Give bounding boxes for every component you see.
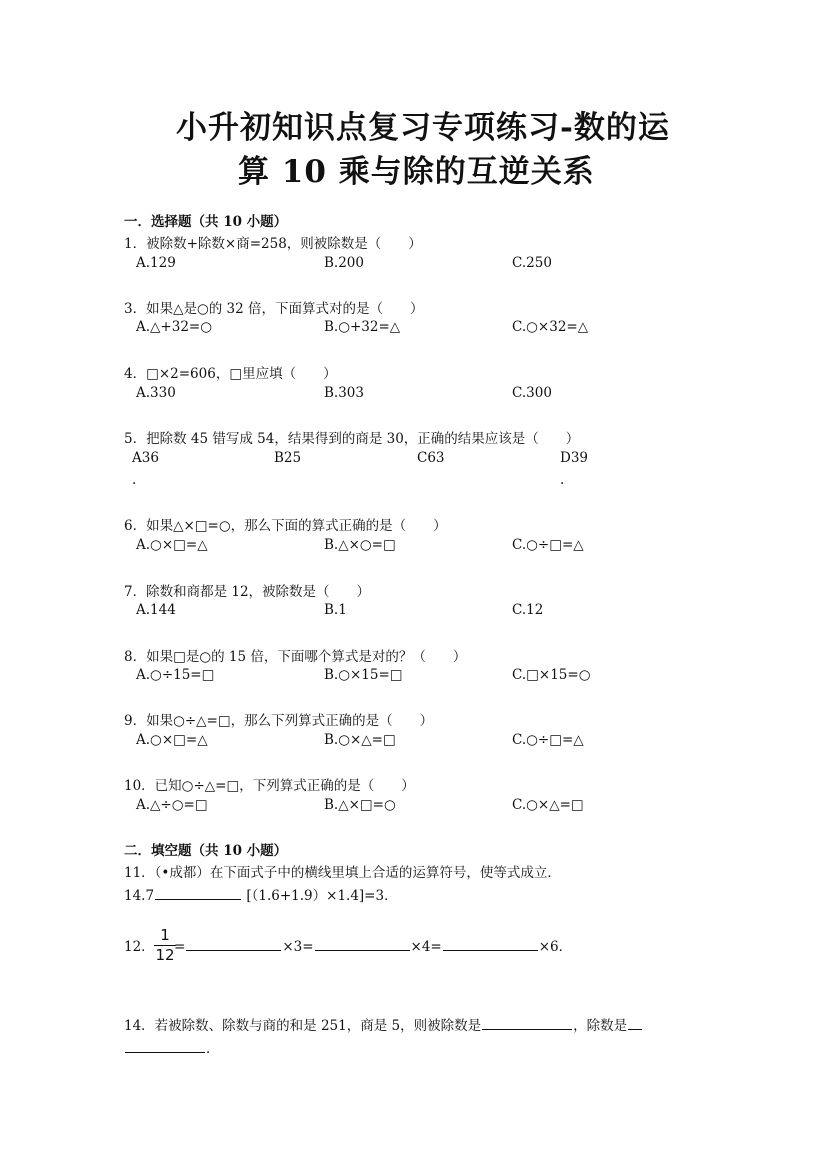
question-14 <box>124 1014 643 1034</box>
question-14-mid: ，除数是 <box>573 1018 628 1034</box>
question-12-label: 12． <box>124 939 155 955</box>
question-10-option-a: A.△÷○=□ <box>136 797 208 813</box>
question-14-blank-1[interactable] <box>482 1016 572 1030</box>
fraction-denominator: 12 <box>155 946 175 964</box>
question-11-operand: 14.7 <box>124 888 155 904</box>
question-4: 4．□×2=606，□里应填（ ） <box>124 366 337 382</box>
question-11: 11．（•成都）在下面式子中的横线里填上合适的运算符号，使等式成立． <box>124 865 561 881</box>
question-5-option-a: A36 <box>132 450 159 466</box>
question-3-option-a: A.△+32=○ <box>136 319 213 335</box>
question-10-option-c: C.○×△=□ <box>512 797 584 813</box>
question-4-option-c: C.300 <box>512 385 552 401</box>
question-14-end: ． <box>206 1041 220 1057</box>
question-6-option-b: B.△×○=□ <box>324 537 396 553</box>
question-3-option-b: B.○+32=△ <box>324 319 401 335</box>
question-8: 8．如果□是○的 15 倍，下面哪个算式是对的？（ ） <box>124 649 467 665</box>
page-title-line1: 小升初知识点复习专项练习-数的运 <box>176 110 670 146</box>
question-12-times6: ×6． <box>538 939 573 955</box>
section-heading-fill: 二．填空题（共 10 小题） <box>124 843 288 859</box>
question-12-equals: = <box>174 939 186 955</box>
question-12-expression <box>174 935 572 955</box>
question-9-option-a: A.○×□=△ <box>136 732 208 748</box>
question-6-option-c: C.○÷□=△ <box>512 537 584 553</box>
question-6-option-a: A.○×□=△ <box>136 537 208 553</box>
question-14-text: 14．若被除数、除数与商的和是 251，商是 5，则被除数是 <box>124 1018 482 1034</box>
question-12-blank-1[interactable] <box>186 937 281 951</box>
question-5: 5．把除数 45 错写成 54，结果得到的商是 30，正确的结果应该是（ ） <box>124 431 580 447</box>
fraction-numerator: 1 <box>160 926 170 944</box>
question-1: 1．被除数+除数×商=258，则被除数是（ ） <box>124 236 422 252</box>
question-6: 6．如果△×□=○，那么下面的算式正确的是（ ） <box>124 518 447 534</box>
question-4-option-b: B.303 <box>324 385 364 401</box>
question-7-option-c: C.12 <box>512 602 544 618</box>
question-4-option-a: A.330 <box>136 385 176 401</box>
question-5-option-b: B25 <box>274 450 302 466</box>
question-14-blank-2a[interactable] <box>628 1016 642 1030</box>
question-7-option-b: B.1 <box>324 602 347 618</box>
question-5-dot-a: . <box>132 472 137 488</box>
question-12-blank-3[interactable] <box>443 937 538 951</box>
question-9-option-c: C.○÷□=△ <box>512 732 584 748</box>
question-8-option-a: A.○÷15=□ <box>136 667 215 683</box>
question-1-option-c: C.250 <box>512 255 552 271</box>
question-5-option-c: C63 <box>417 450 445 466</box>
question-1-option-b: B.200 <box>324 255 364 271</box>
question-12-blank-2[interactable] <box>315 937 410 951</box>
question-12-fraction <box>154 927 176 964</box>
question-11-expression <box>124 884 398 904</box>
question-12-times4: ×4= <box>410 939 442 955</box>
question-3-option-c: C.○×32=△ <box>512 319 589 335</box>
question-1-option-a: A.129 <box>136 255 176 271</box>
question-9-option-b: B.○×△=□ <box>324 732 396 748</box>
question-7-option-a: A.144 <box>136 602 176 618</box>
question-11-blank[interactable] <box>155 886 241 900</box>
question-10-option-b: B.△×□=○ <box>324 797 396 813</box>
question-14-blank-2b[interactable] <box>125 1039 205 1053</box>
question-7: 7．除数和商都是 12，被除数是（ ） <box>124 584 371 600</box>
question-9: 9．如果○÷△=□，那么下列算式正确的是（ ） <box>124 713 434 729</box>
question-12-times3: ×3= <box>282 939 314 955</box>
question-8-option-c: C.□×15=○ <box>512 667 591 683</box>
question-5-option-d: D39 <box>560 450 589 466</box>
question-14-line2 <box>124 1037 220 1057</box>
question-5-dot-d: . <box>560 472 565 488</box>
section-heading-choice: 一．选择题（共 10 小题） <box>124 214 288 230</box>
question-11-rest: [（1.6+1.9）×1.4]=3． <box>246 888 398 904</box>
question-10: 10．已知○÷△=□，下列算式正确的是（ ） <box>124 778 415 794</box>
page-title-line2: 算 10 乘与除的互逆关系 <box>238 154 595 190</box>
question-8-option-b: B.○×15=□ <box>324 667 403 683</box>
question-3: 3．如果△是○的 32 倍，下面算式对的是（ ） <box>124 301 424 317</box>
